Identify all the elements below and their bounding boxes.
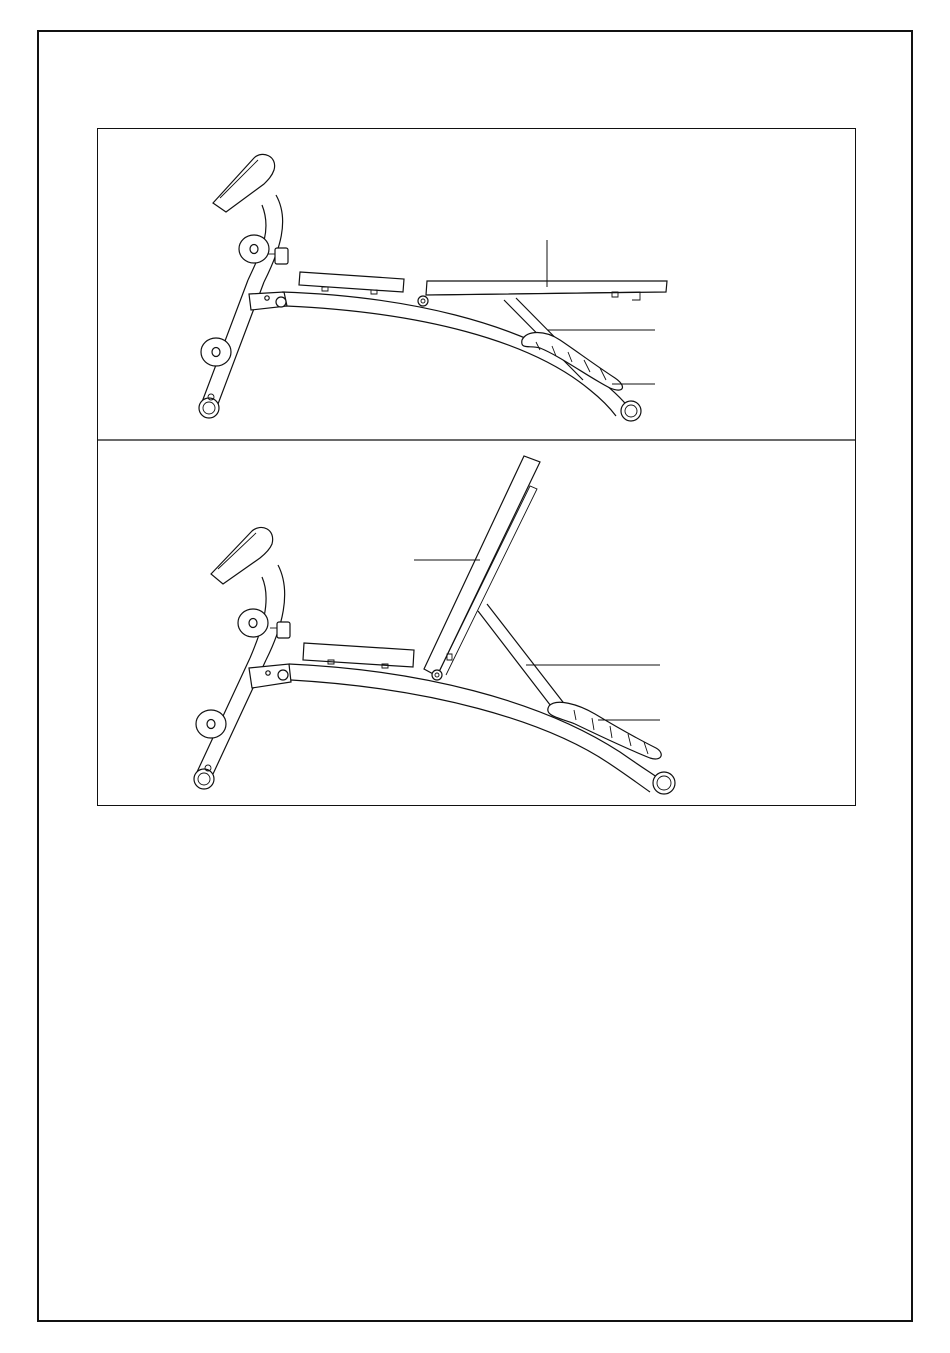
rear-foot-wheel <box>621 401 641 421</box>
front-foot-wheel-2 <box>194 765 214 789</box>
foam-roller-lower <box>201 338 231 366</box>
back-pad-hinge-2 <box>432 670 442 680</box>
foam-roller-upper-2 <box>238 609 268 637</box>
rear-foot-wheel-2 <box>653 772 675 794</box>
panel-flat-bench <box>199 154 667 421</box>
seat-pad-2 <box>303 643 414 668</box>
leg-pad-top-2 <box>211 527 273 584</box>
front-foot-wheel <box>199 394 219 418</box>
foam-roller-lower-2 <box>196 710 226 738</box>
back-pad-hinge <box>418 296 428 306</box>
support-strut-2 <box>478 604 566 710</box>
ladder-rack <box>522 333 623 391</box>
leg-pad-top <box>213 154 275 212</box>
adjust-knob-front-2 <box>270 622 290 638</box>
front-bracket-2 <box>249 664 291 688</box>
back-pad-incline <box>424 456 540 676</box>
seat-pad <box>299 272 404 294</box>
callout-leaders-flat <box>547 240 655 384</box>
foam-roller-upper <box>239 235 269 263</box>
ladder-rack-2 <box>548 702 661 759</box>
adjust-knob-front <box>268 248 288 264</box>
panel-incline-bench <box>194 456 675 794</box>
front-bracket <box>249 292 287 310</box>
